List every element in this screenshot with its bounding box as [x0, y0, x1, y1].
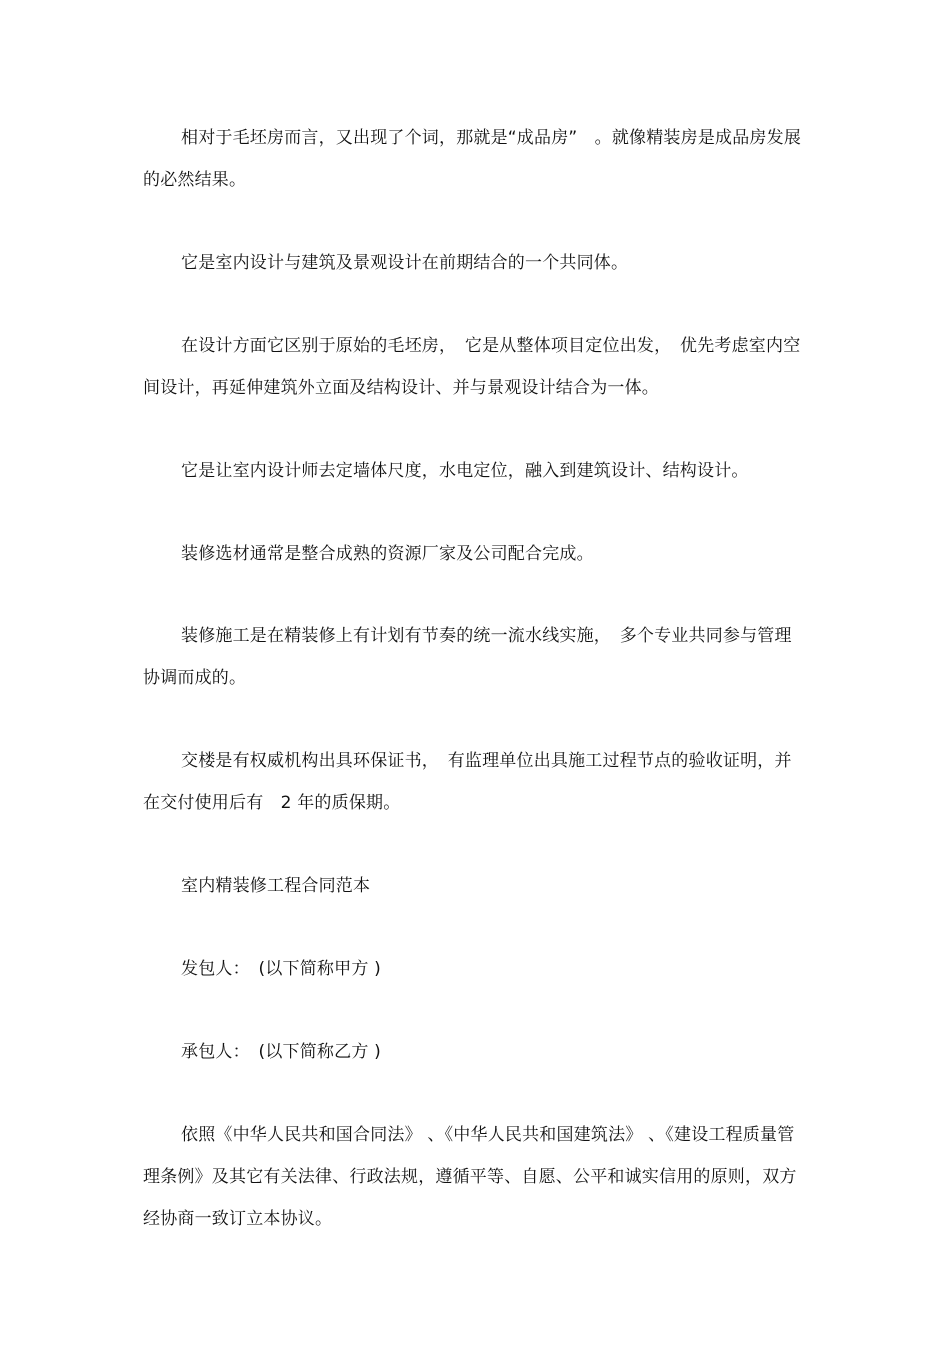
- paragraph-design-community: 它是室内设计与建筑及景观设计在前期结合的一个共同体。: [181, 253, 629, 273]
- paragraph-legal-basis: 依照《中华人民共和国合同法》 、《中华人民共和国建筑法》 、《建设工程质量管理条例》及其它有关法律、行政法规，遵循平等、自愿、公平和诚实信用的原则，双方经协商一致订立本协议。: [143, 1125, 797, 1229]
- paragraph-construction: 装修施工是在精装修上有计划有节奏的统一流水线实施， 多个专业共同参与管理协调而成的。: [143, 626, 792, 688]
- contractor-line: 承包人： (以下简称乙方 ): [181, 1042, 381, 1062]
- paragraph-finished-house-intro: 相对于毛坯房而言，又出现了个词，那就是“成品房” 。就像精装房是成品房发展的必然结果。: [143, 128, 802, 190]
- employer-line: 发包人： (以下简称甲方 ): [181, 959, 381, 979]
- contract-title: 室内精装修工程合同范本: [181, 876, 371, 896]
- paragraph-design-difference: 在设计方面它区别于原始的毛坯房， 它是从整体项目定位出发， 优先考虑室内空间设计，再延伸建筑外立面及结构设计、并与景观设计结合为一体。: [143, 336, 801, 398]
- paragraph-material-selection: 装修选材通常是整合成熟的资源厂家及公司配合完成。: [181, 544, 594, 564]
- paragraph-handover: 交楼是有权威机构出具环保证书， 有监理单位出具施工过程节点的验收证明，并在交付使用后有 2 年的质保期。: [143, 751, 792, 813]
- paragraph-interior-designer-role: 它是让室内设计师去定墙体尺度，水电定位，融入到建筑设计、结构设计。: [181, 461, 749, 481]
